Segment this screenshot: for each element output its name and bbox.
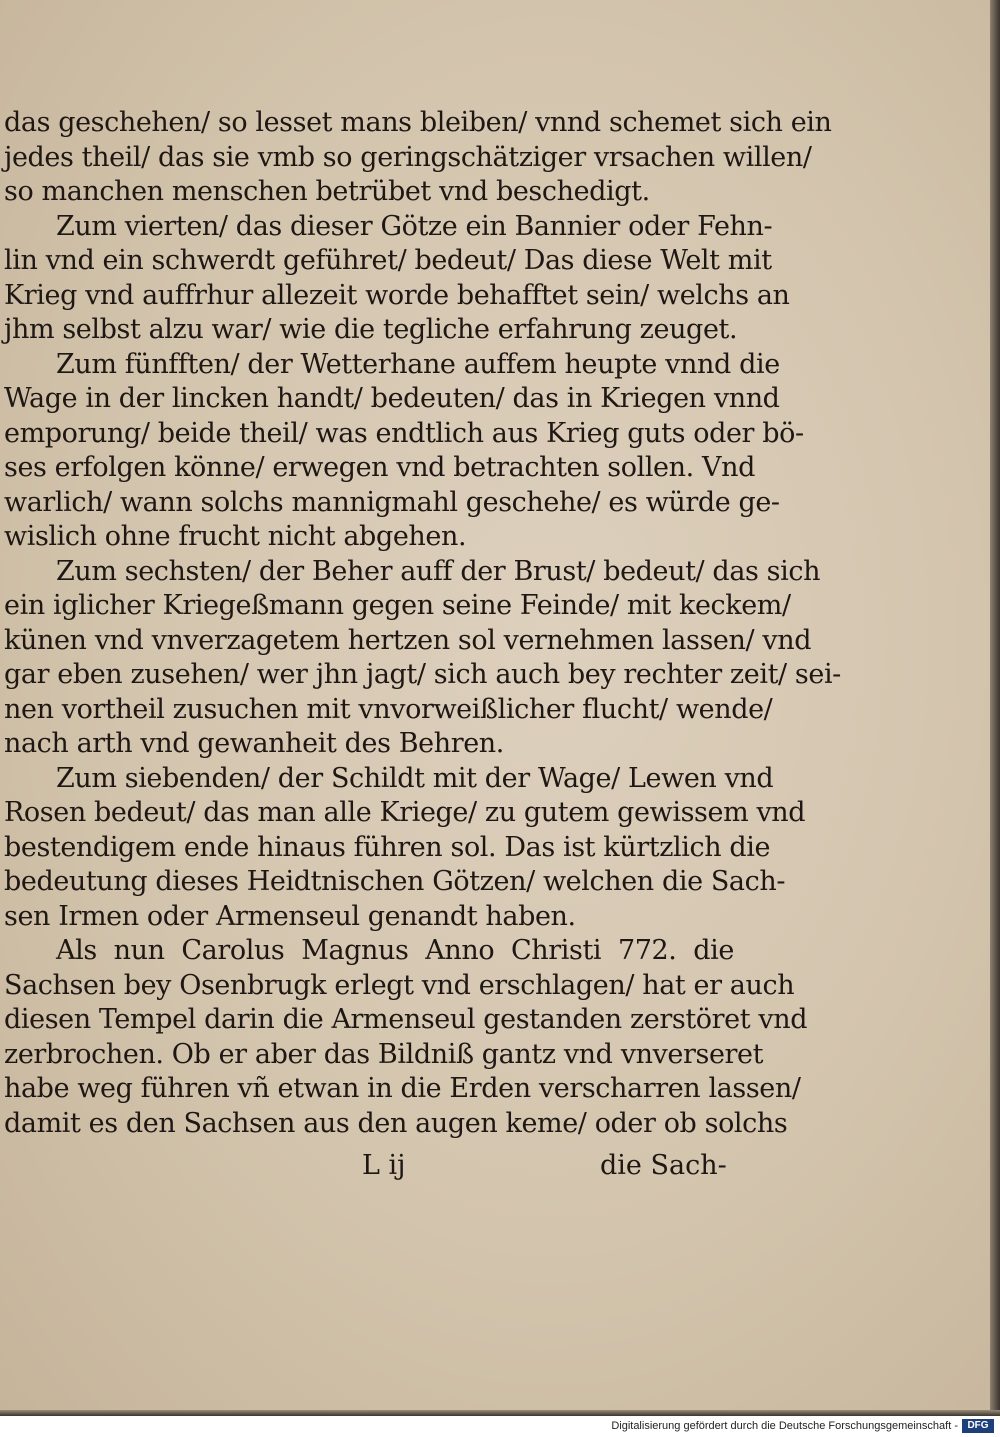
credit-bar — [0, 1416, 1000, 1437]
page-footer — [0, 1150, 1000, 1186]
text-line: zerbrochen. Ob er aber das Bildniß gantz vnd vnverseret — [4, 1038, 764, 1070]
funding-credit: Digitalisierung gefördert durch die Deutsche Forschungsgemeinschaft - — [611, 1420, 958, 1432]
text-line: Wage in der lincken handt/ bedeuten/ das in Kriegen vnnd — [4, 383, 780, 414]
text-line: Zum sechsten/ der Beher auff der Brust/ bedeut/ das sich — [56, 555, 821, 587]
text-line: jedes theil/ das sie vmb so geringschätziger vrsachen willen/ — [4, 141, 812, 173]
text-line: Zum fünfften/ der Wetterhane auffem heupte vnnd die — [56, 348, 780, 380]
text-line: Rosen bedeut/ das man alle Kriege/ zu gutem gewissem vnd — [4, 797, 806, 828]
text-line: das geschehen/ so lesset mans bleiben/ vnnd schemet sich ein — [4, 107, 832, 138]
text-line: Als nun Carolus Magnus Anno Christi 772. die — [56, 935, 734, 966]
text-line: diesen Tempel darin die Armenseul gestanden zerstöret vnd — [4, 1004, 808, 1035]
text-line: ein iglicher Kriegeßmann gegen seine Feinde/ mit keckem/ — [4, 590, 791, 621]
text-line: damit es den Sachsen aus den augen keme/ oder ob solchs — [4, 1107, 788, 1139]
text-line: gar eben zusehen/ wer jhn jagt/ sich auch bey rechter zeit/ sei- — [4, 659, 841, 690]
text-line: warlich/ wann solchs mannigmahl geschehe/ es würde ge- — [4, 486, 780, 518]
text-line: bedeutung dieses Heidtnischen Götzen/ welchen die Sach- — [4, 866, 786, 897]
text-line: lin vnd ein schwerdt geführet/ bedeut/ Das diese Welt mit — [4, 245, 772, 276]
dfg-logo[interactable]: DFG — [962, 1419, 994, 1433]
text-line: ses erfolgen könne/ erwegen vnd betrachten sollen. Vnd — [4, 452, 755, 483]
text-line: Krieg vnd auffrhur allezeit worde behafftet sein/ welchs an — [4, 279, 790, 311]
text-line: bestendigem ende hinaus führen sol. Das ist kürtzlich die — [4, 831, 771, 863]
text-line: Zum vierten/ das dieser Götze ein Bannier oder Fehn- — [56, 210, 773, 242]
text-line: wislich ohne frucht nicht abgehen. — [4, 521, 467, 552]
body-text — [4, 106, 841, 1141]
text-line: so manchen menschen betrübet vnd beschedigt. — [4, 176, 650, 207]
text-line: künen vnd vnverzagetem hertzen sol vernehmen lassen/ vnd — [4, 624, 812, 656]
text-line: jhm selbst alzu war/ wie die tegliche erfahrung zeuget. — [4, 314, 738, 345]
text-line: Zum siebenden/ der Schildt mit der Wage/ Lewen vnd — [56, 762, 774, 794]
text-line: Sachsen bey Osenbrugk erlegt vnd erschlagen/ hat er auch — [4, 969, 795, 1001]
text-line: nach arth vnd gewanheit des Behren. — [4, 728, 504, 759]
signature-mark: L ij — [362, 1150, 406, 1181]
catchword: die Sach- — [600, 1150, 727, 1181]
text-line: emporung/ beide theil/ was endtlich aus Krieg guts oder bö- — [4, 417, 804, 449]
page-edge-shadow — [990, 0, 1000, 1416]
text-line: sen Irmen oder Armenseul genandt haben. — [4, 900, 576, 932]
text-line: nen vortheil zusuchen mit vnvorweißlicher flucht/ wende/ — [4, 693, 773, 725]
text-line: habe weg führen vñ etwan in die Erden verscharren lassen/ — [4, 1073, 801, 1104]
